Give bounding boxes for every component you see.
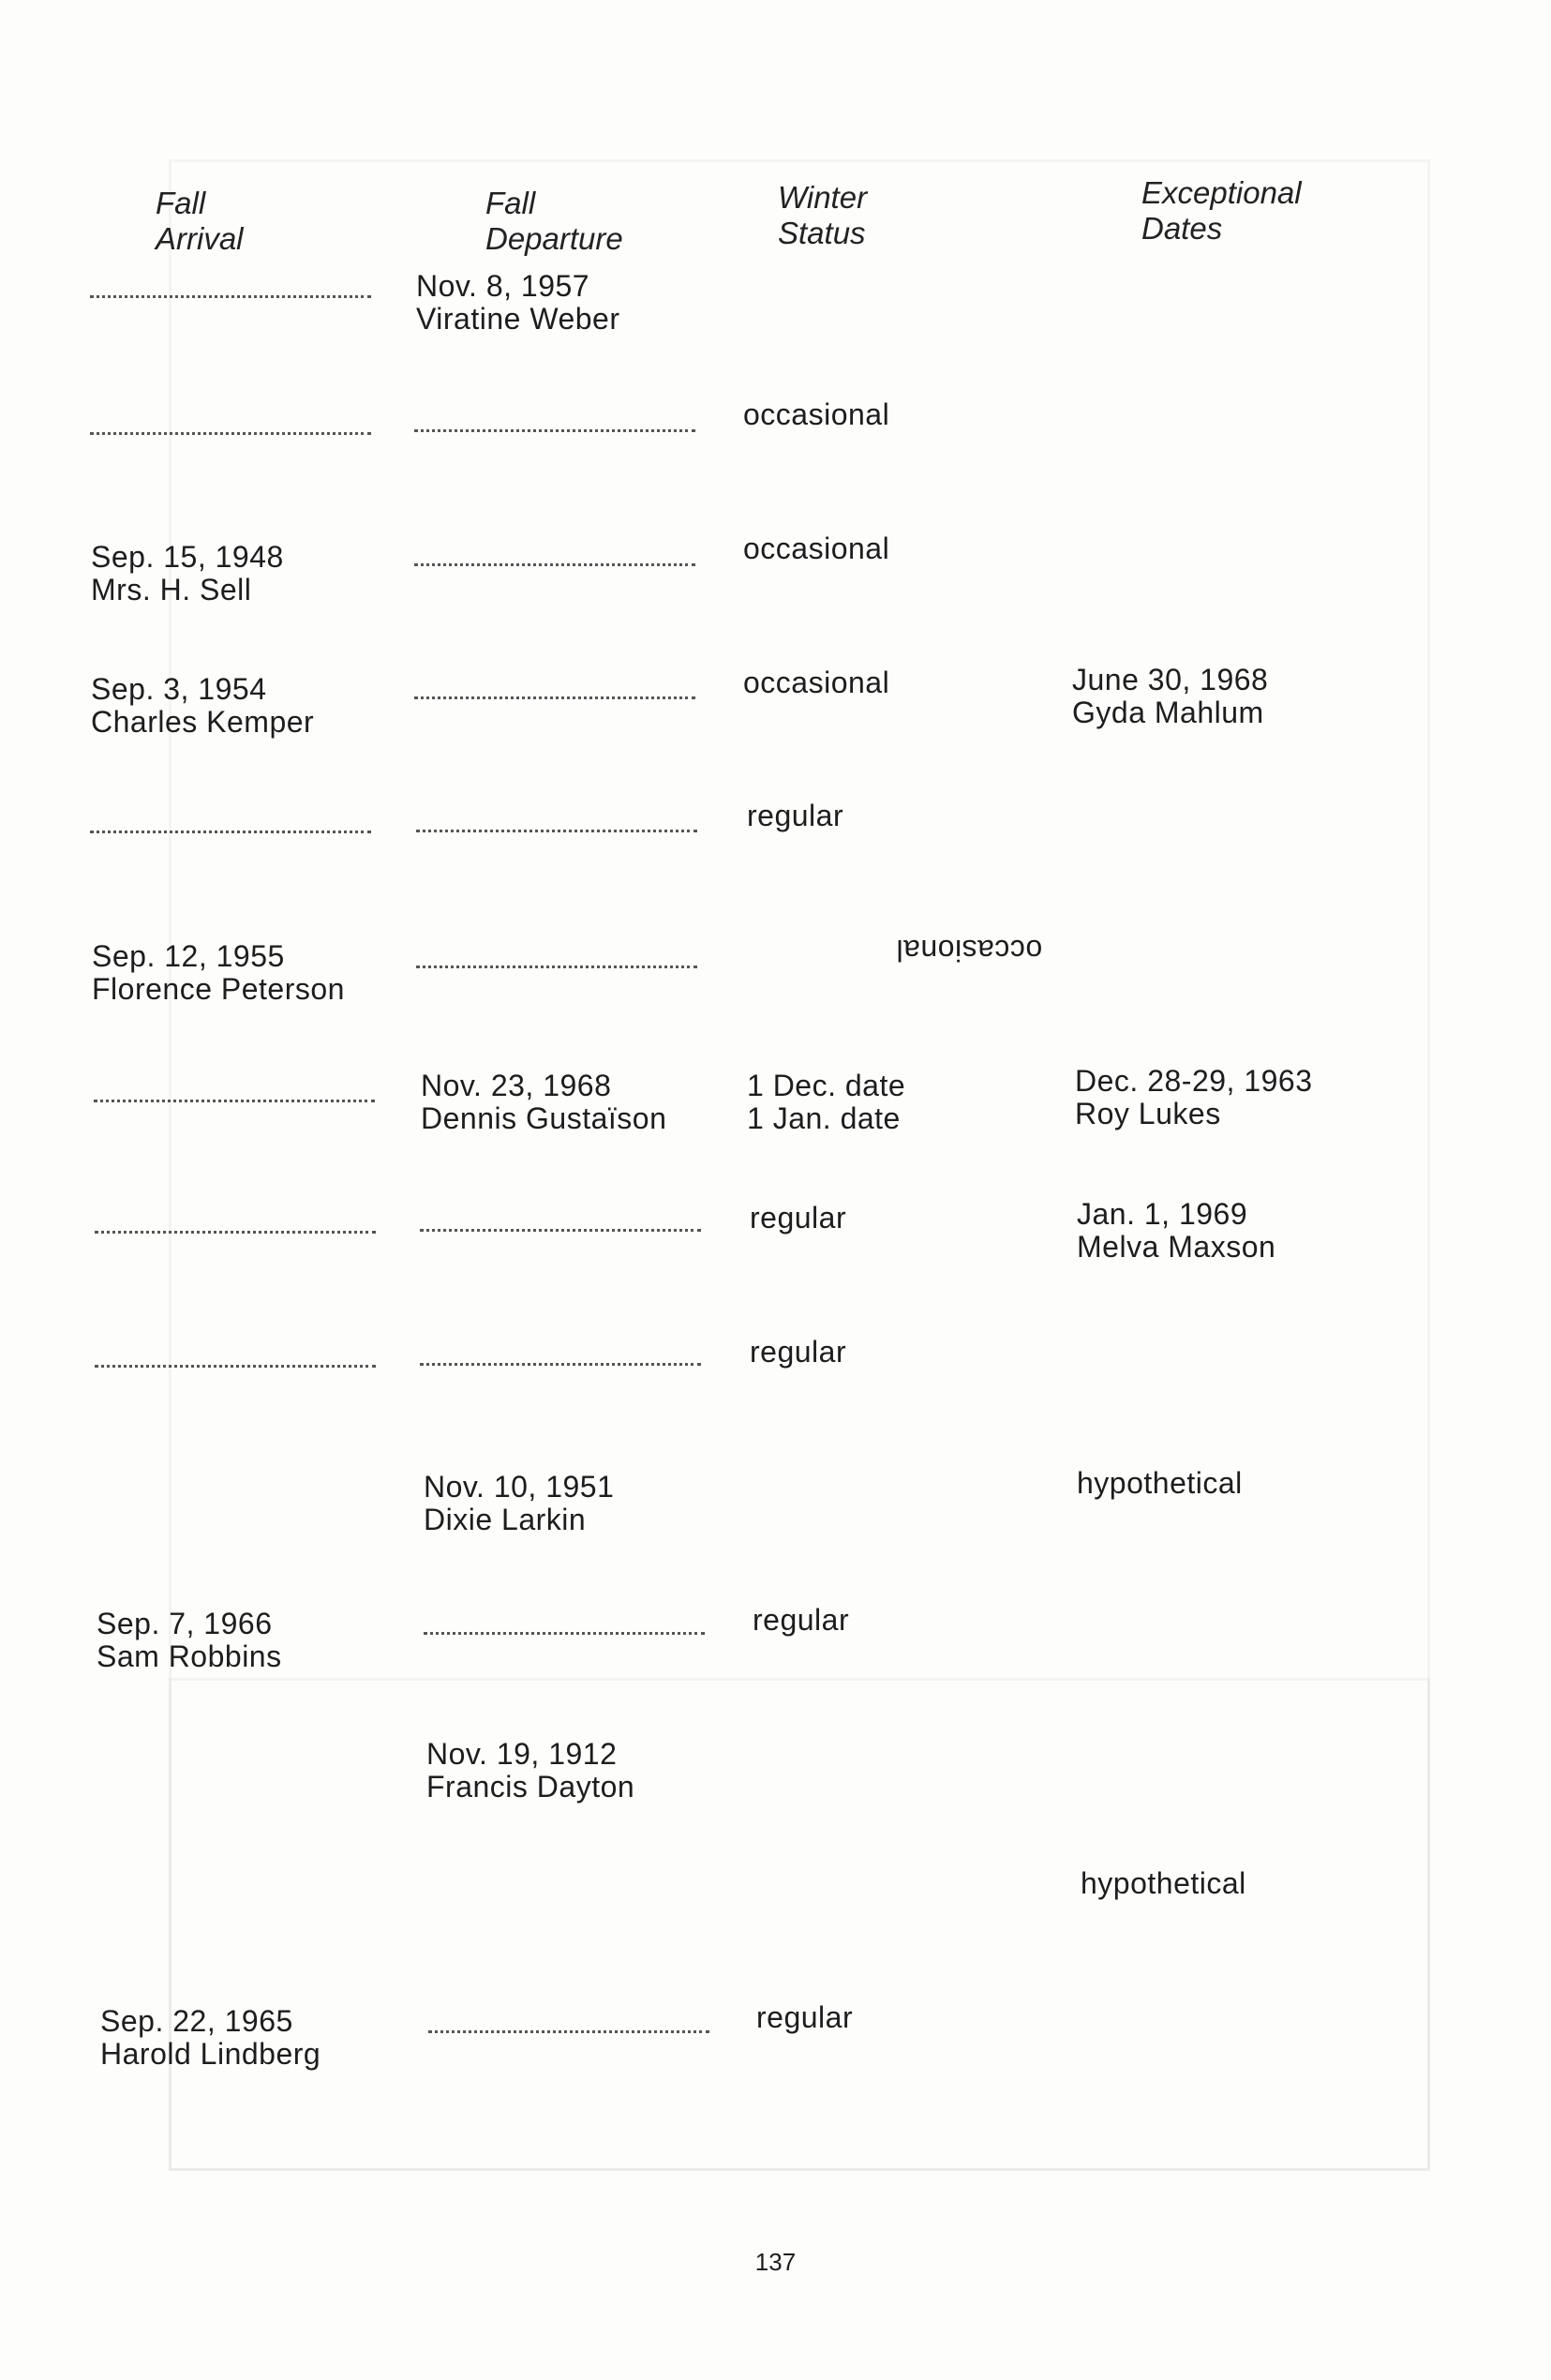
blank-arrival-line <box>90 295 371 298</box>
header-winter-status: Winter Status <box>778 180 868 250</box>
blank-departure-line <box>428 2030 709 2033</box>
winter-status-entry: regular <box>750 1335 847 1369</box>
exceptional-entry: Dec. 28-29, 1963 Roy Lukes <box>1075 1064 1313 1130</box>
bleed-through-box <box>169 1678 1430 2171</box>
departure-entry: Nov. 8, 1957 Viratine Weber <box>416 269 620 336</box>
blank-departure-line <box>414 563 695 566</box>
blank-arrival-line <box>90 432 371 435</box>
winter-status-entry: regular <box>756 2000 854 2034</box>
winter-status-entry: regular <box>750 1201 847 1235</box>
blank-departure-line <box>416 830 697 832</box>
winter-status-entry: regular <box>753 1603 850 1637</box>
arrival-entry: Sep. 3, 1954 Charles Kemper <box>91 672 315 739</box>
winter-status-entry: regular <box>747 799 844 832</box>
winter-status-entry-inverted: occasional <box>896 934 1043 967</box>
departure-entry: Nov. 10, 1951 Dixie Larkin <box>424 1470 615 1536</box>
departure-entry: Nov. 23, 1968 Dennis Gustaïson <box>421 1069 667 1135</box>
blank-arrival-line <box>95 1365 376 1368</box>
winter-status-entry: occasional <box>743 397 890 431</box>
blank-departure-line <box>420 1229 701 1232</box>
blank-departure-line <box>424 1632 705 1635</box>
page-number: 137 <box>754 2248 797 2276</box>
exceptional-entry: Jan. 1, 1969 Melva Maxson <box>1077 1197 1276 1264</box>
header-fall-departure: Fall Departure <box>485 186 623 256</box>
header-fall-arrival: Fall Arrival <box>156 186 244 256</box>
blank-arrival-line <box>95 1231 376 1234</box>
arrival-entry: Sep. 15, 1948 Mrs. H. Sell <box>91 540 284 606</box>
arrival-entry: Sep. 12, 1955 Florence Peterson <box>92 939 345 1006</box>
winter-status-entry: occasional <box>743 666 890 699</box>
arrival-entry: Sep. 22, 1965 Harold Lindberg <box>100 2004 321 2071</box>
header-exceptional-dates: Exceptional Dates <box>1141 175 1302 246</box>
blank-departure-line <box>414 696 695 699</box>
arrival-entry: Sep. 7, 1966 Sam Robbins <box>97 1607 282 1673</box>
blank-arrival-line <box>90 831 371 833</box>
winter-status-entry: 1 Dec. date 1 Jan. date <box>747 1069 906 1135</box>
departure-entry: Nov. 19, 1912 Francis Dayton <box>426 1737 635 1804</box>
winter-status-entry: occasional <box>743 531 890 565</box>
exceptional-entry: hypothetical <box>1077 1466 1243 1500</box>
exceptional-entry: hypothetical <box>1081 1866 1246 1900</box>
blank-departure-line <box>414 429 695 432</box>
exceptional-entry: June 30, 1968 Gyda Mahlum <box>1072 663 1269 729</box>
blank-arrival-line <box>94 1100 375 1102</box>
blank-departure-line <box>420 1363 701 1366</box>
blank-departure-line <box>416 965 697 968</box>
